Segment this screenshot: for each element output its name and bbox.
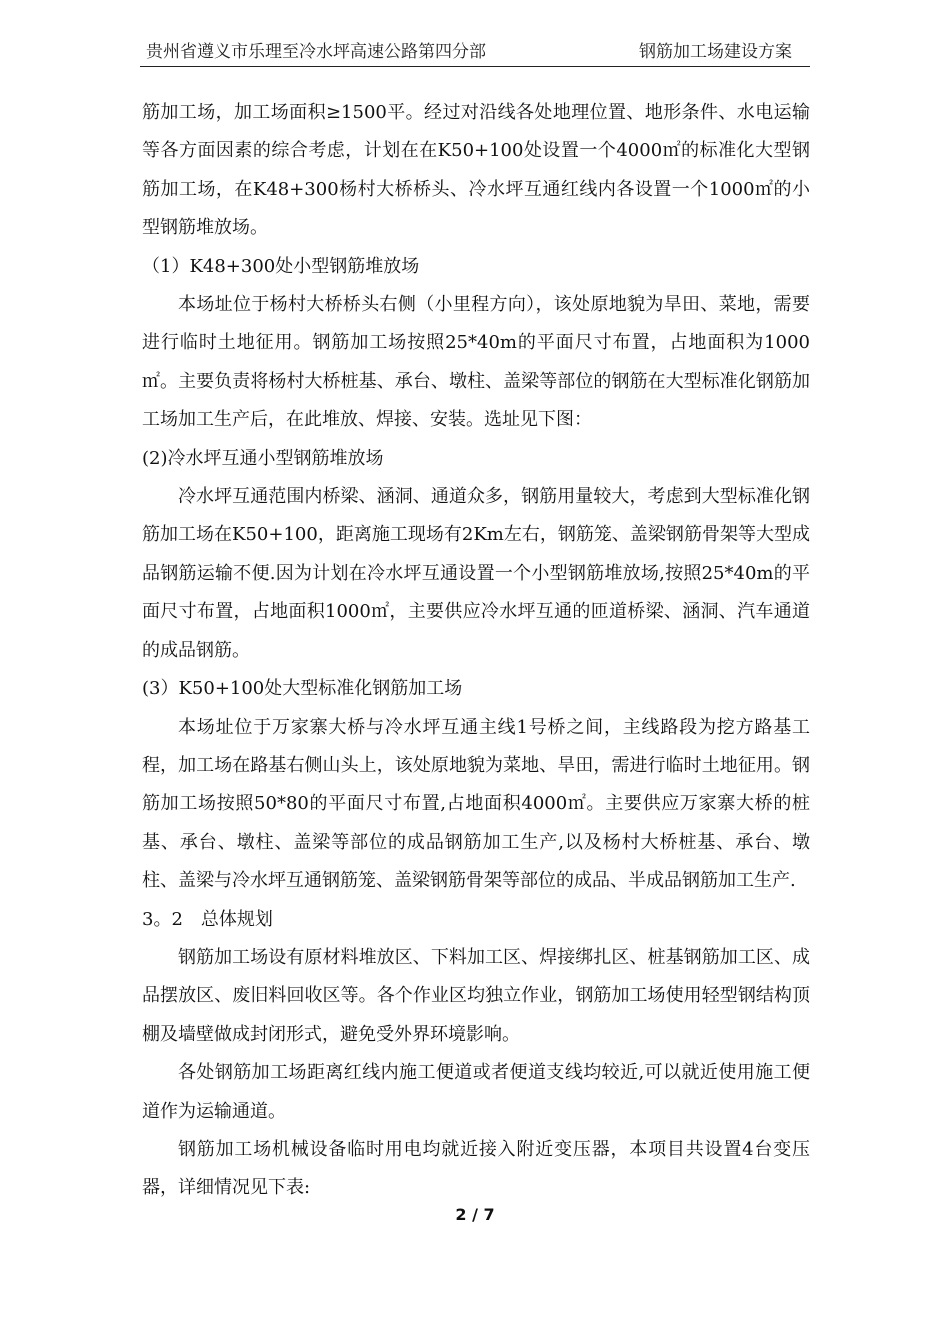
paragraph-power-supply: 钢筋加工场机械设备临时用电均就近接入附近变压器，本项目共设置4台变压器，详细情况见下表:	[142, 1138, 810, 1199]
heading-overall-planning: 3。2 总体规划	[142, 908, 273, 930]
header-project-title: 贵州省遵义市乐理至冷水坪高速公路第四分部	[146, 42, 486, 62]
document-body	[142, 94, 810, 1208]
paragraph-work-zones: 钢筋加工场设有原材料堆放区、下料加工区、焊接绑扎区、桩基钢筋加工区、成品摆放区、废旧料回收区等。各个作业区均独立作业，钢筋加工场使用轻型钢结构顶棚及墙壁做成封闭形式，避免受外界环境影响。	[142, 946, 810, 1045]
page-header	[140, 40, 810, 67]
paragraph-transport-access: 各处钢筋加工场距离红线内施工便道或者便道支线均较近,可以就近使用施工便道作为运输通道。	[142, 1062, 810, 1122]
header-document-title: 钢筋加工场建设方案	[639, 42, 792, 62]
heading-k48-site: （1）K48+300处小型钢筋堆放场	[142, 255, 420, 277]
paragraph-site-summary: 筋加工场，加工场面积≥1500平。经过对沿线各处地理位置、地形条件、水电运输等各方面因素的综合考虑，计划在在K50+100处设置一个4000㎡的标准化大型钢筋加工场，在K48+300杨村大桥桥头、冷水坪互通红线内各设置一个1000㎡的小型钢筋堆放场。	[142, 102, 810, 239]
paragraph-k48-site: 本场址位于杨村大桥桥头右侧（小里程方向），该处原地貌为旱田、菜地，需要进行临时土地征用。钢筋加工场按照25*40m的平面尺寸布置，占地面积为1000㎡。主要负责将杨村大桥桩基、承台、墩柱、盖梁等部位的钢筋在大型标准化钢筋加工场加工生产后，在此堆放、焊接、安装。选址见下图：	[142, 294, 810, 431]
heading-k50-site: (3）K50+100处大型标准化钢筋加工场	[142, 678, 463, 700]
page-number: 2 / 7	[455, 1205, 495, 1224]
paragraph-lengshuiping-site: 冷水坪互通范围内桥梁、涵洞、通道众多，钢筋用量较大，考虑到大型标准化钢筋加工场在K50+100，距离施工现场有2Km左右，钢筋笼、盖梁钢筋骨架等大型成品钢筋运输不便.因为计划在冷水坪互通设置一个小型钢筋堆放场,按照25*40m的平面尺寸布置，占地面积1000㎡，主要供应冷水坪互通的匝道桥梁、涵洞、汽车通道的成品钢筋。	[142, 486, 810, 661]
paragraph-k50-site: 本场址位于万家寨大桥与冷水坪互通主线1号桥之间，主线路段为挖方路基工程，加工场在路基右侧山头上，该处原地貌为菜地、旱田，需进行临时土地征用。钢筋加工场按照50*80的平面尺寸布置,占地面积4000㎡。主要供应万家寨大桥的桩基、承台、墩柱、盖梁等部位的成品钢筋加工生产,以及杨村大桥桩基、承台、墩柱、盖梁与冷水坪互通钢筋笼、盖梁钢筋骨架等部位的成品、半成品钢筋加工生产.	[142, 716, 810, 892]
heading-lengshuiping-site: (2)冷水坪互通小型钢筋堆放场	[142, 447, 384, 469]
